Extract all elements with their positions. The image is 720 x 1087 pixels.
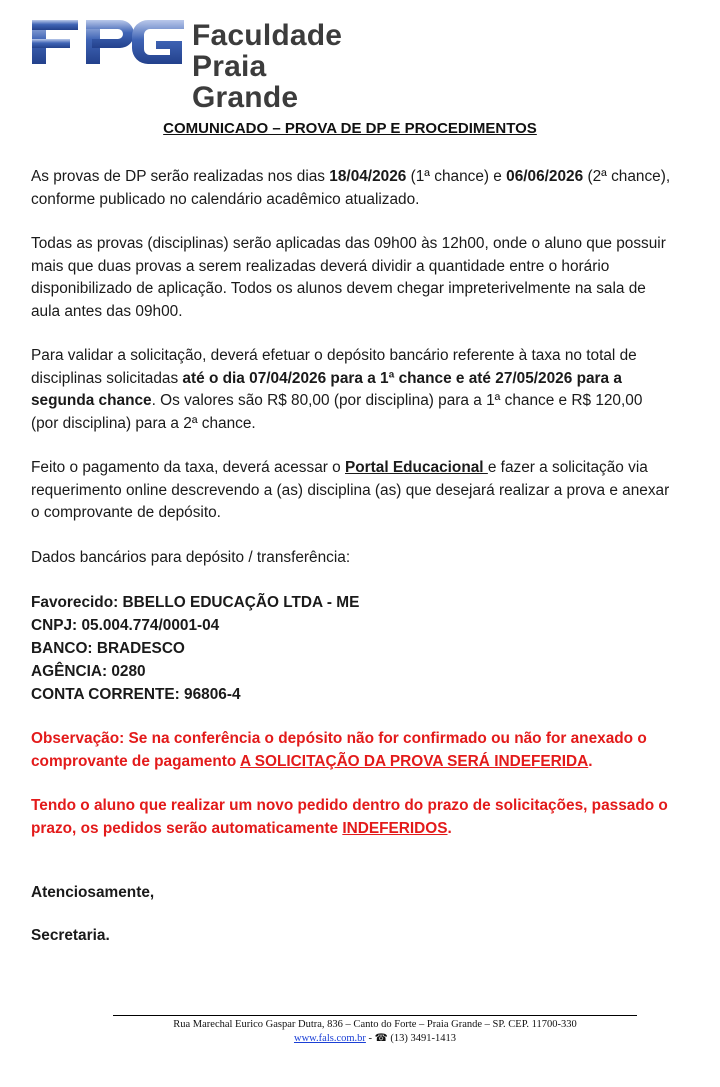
fpg-logo-mark	[32, 14, 192, 72]
document-body	[31, 166, 671, 969]
footer-website-link[interactable]: www.fals.com.br	[293, 1033, 366, 1044]
date-first-chance: 18/04/2026	[329, 168, 407, 185]
paragraph-schedule: Todas as provas (disciplinas) serão aplicadas das 09h00 às 12h00, onde o aluno que possuir mais que duas provas a serem realizadas deverá dividir a quantidade entre o horário disponibilizado de aplicação. Todos os alunos devem chegar impreterivelmente na sala de aula antes das 09h00.	[31, 235, 666, 320]
observation-note: Observação: Se na conferência o depósito não for confirmado ou não for anexado o comprovante de pagamento A SOLICITAÇÃO DA PROVA SERÁ INDEFERIDA.	[31, 730, 647, 770]
closing-regards: Atenciosamente,	[31, 884, 155, 901]
logo-text	[192, 20, 377, 113]
date-second-chance: 06/06/2026	[506, 168, 584, 185]
phone-icon: ☎	[374, 1033, 388, 1044]
deadline-note: Tendo o aluno que realizar um novo pedido dentro do prazo de solicitações, passado o prazo, os pedidos serão automaticamente INDEFERIDOS.	[31, 797, 668, 837]
payment-deadlines: até o dia 07/04/2026 para a 1ª chance e até 27/05/2026 para a segunda chance	[31, 369, 622, 409]
page-title: COMUNICADO – PROVA DE DP E PROCEDIMENTOS	[163, 120, 537, 137]
bank-favorecido: Favorecido: BBELLO EDUCAÇÃO LTDA - ME	[31, 594, 360, 611]
logo-line-1: Faculdade	[192, 19, 343, 52]
logo-line-2: Praia Grande	[192, 50, 299, 114]
footer-contact: www.fals.com.br - ☎ (13) 3491-1413	[293, 1033, 457, 1044]
closing-signature: Secretaria.	[31, 926, 110, 944]
page-footer	[113, 1015, 637, 1046]
bank-details	[31, 591, 671, 706]
portal-educacional-link[interactable]: Portal Educacional	[345, 459, 488, 476]
footer-phone: (13) 3491-1413	[387, 1033, 457, 1044]
bank-conta: CONTA CORRENTE: 96806-4	[31, 686, 241, 703]
paragraph-bank-intro: Dados bancários para depósito / transferência:	[31, 548, 351, 566]
bank-cnpj: CNPJ: 05.004.774/0001-04	[31, 617, 220, 634]
bank-agencia: AGÊNCIA: 0280	[31, 663, 146, 680]
paragraph-payment: Para validar a solicitação, deverá efetuar o depósito bancário referente à taxa no total de disciplinas solicitadas até o dia 07/04/2026 para a 1ª chance e até 27/05/2026 para a segunda chance. Os valores são R$ 80,00 (por disciplina) para a 1ª chance e R$ 120,00 (por disciplina) para a 2ª chance.	[31, 347, 643, 432]
bank-banco: BANCO: BRADESCO	[31, 640, 185, 657]
paragraph-portal: Feito o pagamento da taxa, deverá acessar o Portal Educacional e fazer a solicitação via requerimento online descrevendo a (as) disciplina (as) que desejará realizar a prova e anexar o comprovante de depósito.	[31, 459, 670, 521]
paragraph-dates: As provas de DP serão realizadas nos dias 18/04/2026 (1ª chance) e 06/06/2026 (2ª chance), conforme publicado no calendário acadêmico atualizado.	[31, 168, 671, 208]
faculty-logo	[32, 14, 377, 114]
footer-address: Rua Marechal Eurico Gaspar Dutra, 836 – Canto do Forte – Praia Grande – SP. CEP. 11700-330	[173, 1019, 577, 1030]
